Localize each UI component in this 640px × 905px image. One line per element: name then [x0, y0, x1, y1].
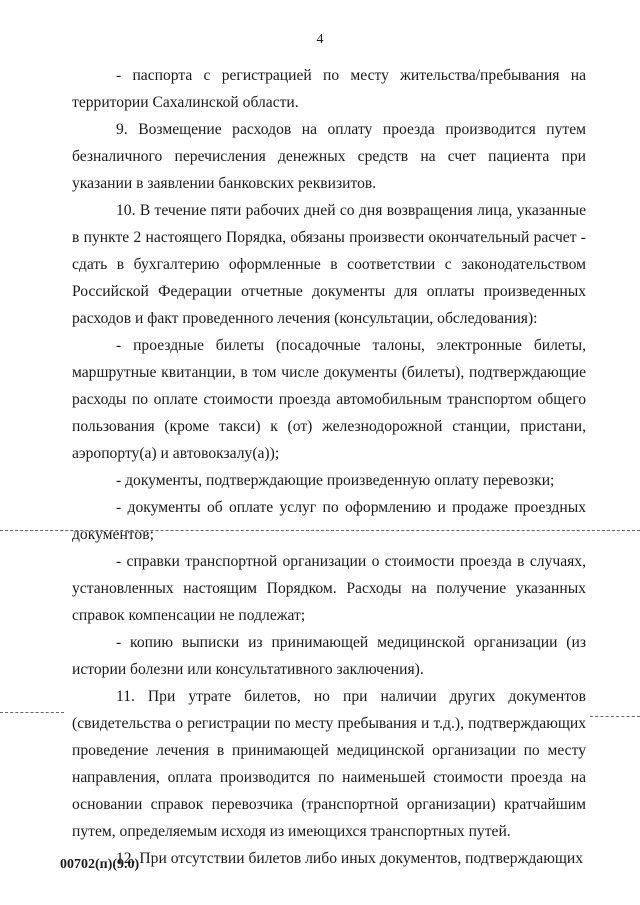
page-number: 4: [316, 32, 324, 47]
list-item-payment-docs: - документы, подтверждающие произведенную оплату перевозки;: [116, 472, 555, 489]
document-code: 00702(п)(9.0): [60, 857, 140, 872]
list-item-service-docs: - документы об оплате услуг по оформлению и продаже проездных документов;: [72, 499, 586, 543]
paragraph-10: 10. В течение пяти рабочих дней со дня возвращения лица, указанные в пункте 2 настоящего Порядка, обязаны произвести окончательный расчет - сдать в бухгалтерию оформленные в соответствии с законодательством Российской Федерации отчетные документы для оплаты произведенных расходов и факт проведенного лечения (консультации, обследования):: [72, 202, 586, 327]
list-item-medical-extract: - копию выписки из принимающей медицинской организации (из истории болезни или консультативного заключения).: [72, 634, 586, 678]
paragraph-passport: - паспорта с регистрацией по месту жительства/пребывания на территории Сахалинской области.: [72, 67, 586, 111]
scan-artifact-mark-left: [0, 712, 64, 713]
paragraph-11: 11. При утрате билетов, но при наличии других документов (свидетельства о регистрации по месту пребывания и т.д.), подтверждающих проведение лечения в принимающей медицинской организации по месту направления, оплата производится по наименьшей стоимости проезда на основании справок перевозчика (транспортной организации) кратчайшим путем, определяемым исходя из имеющихся транспортных путей.: [72, 688, 586, 840]
scan-artifact-line: [0, 530, 640, 531]
scan-artifact-mark-right: [590, 716, 640, 717]
paragraph-9: 9. Возмещение расходов на оплату проезда производится путем безналичного перечисления денежных средств на счет пациента при указании в заявлении банковских реквизитов.: [72, 121, 586, 192]
list-item-transport-certificates: - справки транспортной организации о стоимости проезда в случаях, установленных настоящим Порядком. Расходы на получение указанных справок компенсации не подлежат;: [72, 553, 586, 624]
document-body: [72, 62, 586, 872]
list-item-tickets: - проездные билеты (посадочные талоны, электронные билеты, маршрутные квитанции, в том числе документы (билеты), подтверждающие расходы по оплате стоимости проезда автомобильным транспортом общего пользования (кроме такси) к (от) железнодорожной станции, пристани, аэропорту(а) и автовокзалу(а));: [72, 337, 586, 462]
paragraph-12: 12. При отсутствии билетов либо иных документов, подтверждающих: [116, 850, 583, 867]
